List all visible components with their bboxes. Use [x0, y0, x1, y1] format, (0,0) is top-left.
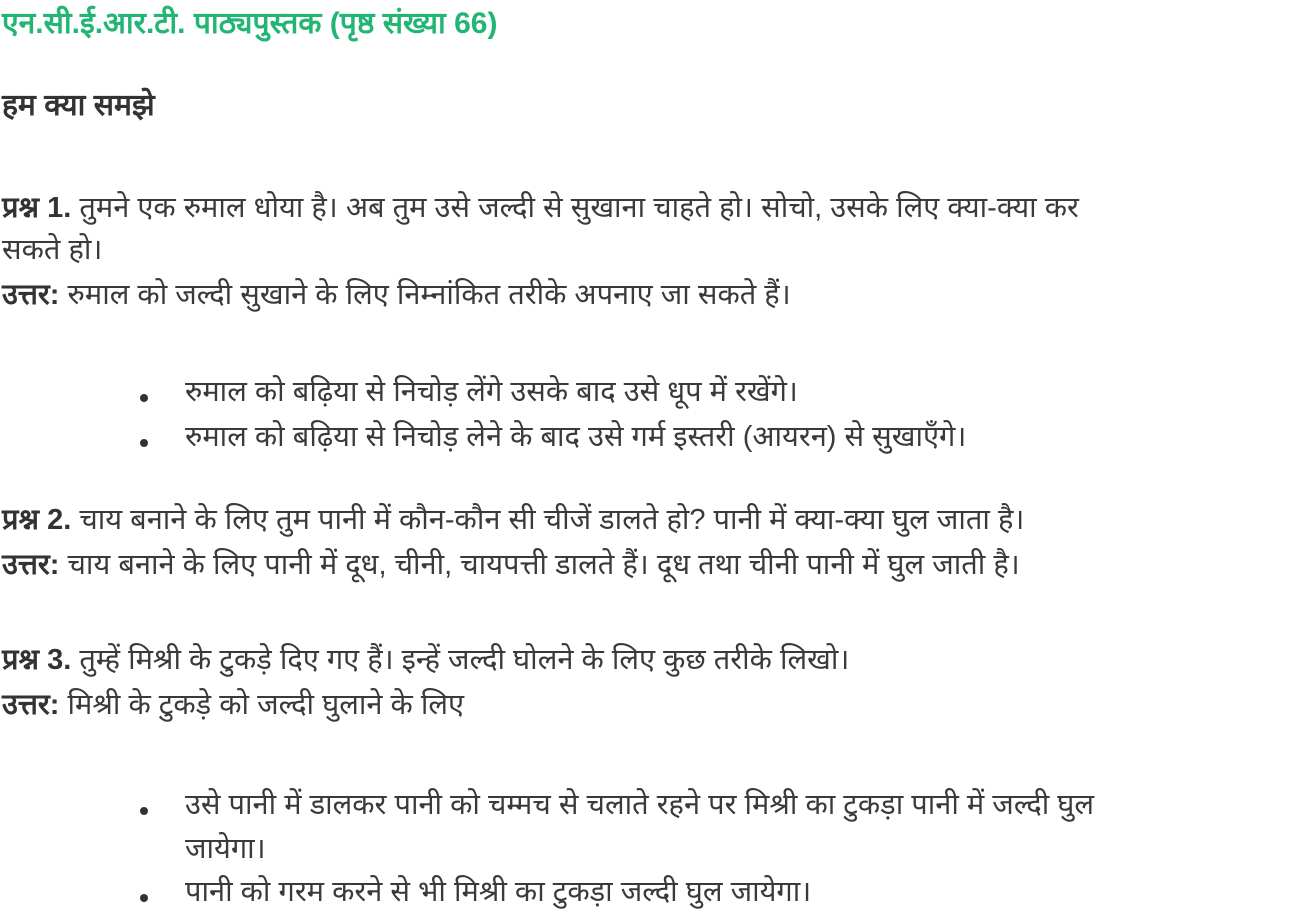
- answer-text: रुमाल को जल्दी सुखाने के लिए निम्नांकित तरीके अपनाए जा सकते हैं।: [67, 279, 791, 311]
- page-title: एन.सी.ई.आर.टी. पाठ्यपुस्तक (पृष्ठ संख्या 66): [2, 7, 498, 40]
- bullet-icon: [140, 807, 148, 815]
- question-label: प्रश्न: [2, 504, 40, 536]
- list-item: रुमाल को बढ़िया से निचोड़ लेने के बाद उसे गर्म इस्तरी (आयरन) से सुखाएँगे।: [185, 421, 967, 453]
- answer-1: [2, 275, 791, 315]
- answer-label: उत्तर:: [2, 549, 60, 581]
- question-text: तुम्हें मिश्री के टुकड़े दिए गए हैं। इन्हें जल्दी घोलने के लिए कुछ तरीके लिखो।: [79, 644, 850, 676]
- question-number: 3.: [47, 644, 72, 676]
- list-item-continuation: जायेगा।: [185, 833, 266, 865]
- answer-label: उत्तर:: [2, 279, 60, 311]
- answer-label: उत्तर:: [2, 689, 60, 721]
- bullet-icon: [140, 439, 148, 447]
- question-1: [2, 188, 1079, 228]
- question-1-line2: सकते हो।: [2, 234, 103, 266]
- question-number: 1.: [47, 192, 72, 224]
- list-item: रुमाल को बढ़िया से निचोड़ लेंगे उसके बाद उसे धूप में रखेंगे।: [185, 376, 798, 408]
- question-3: [2, 640, 849, 680]
- question-label: प्रश्न: [2, 644, 40, 676]
- question-number: 2.: [47, 504, 72, 536]
- bullet-icon: [140, 394, 148, 402]
- list-item: उसे पानी में डालकर पानी को चम्मच से चलाते रहने पर मिश्री का टुकड़ा पानी में जल्दी घुल: [185, 789, 1095, 821]
- answer-3: [2, 685, 464, 725]
- answer-text: मिश्री के टुकड़े को जल्दी घुलाने के लिए: [67, 689, 465, 721]
- question-2: [2, 500, 1024, 540]
- question-label: प्रश्न: [2, 192, 40, 224]
- list-item: पानी को गरम करने से भी मिश्री का टुकड़ा जल्दी घुल जायेगा।: [185, 876, 812, 908]
- answer-2: [2, 545, 1020, 585]
- answer-text: चाय बनाने के लिए पानी में दूध, चीनी, चायपत्ती डालते हैं। दूध तथा चीनी पानी में घुल जाती है।: [67, 549, 1020, 581]
- bullet-icon: [140, 894, 148, 902]
- question-text: चाय बनाने के लिए तुम पानी में कौन-कौन सी चीजें डालते हो? पानी में क्या-क्या घुल जाता है।: [79, 504, 1025, 536]
- question-text: तुमने एक रुमाल धोया है। अब तुम उसे जल्दी से सुखाना चाहते हो। सोचो, उसके लिए क्या-क्या कर: [79, 192, 1079, 224]
- section-heading: हम क्या समझे: [2, 89, 155, 122]
